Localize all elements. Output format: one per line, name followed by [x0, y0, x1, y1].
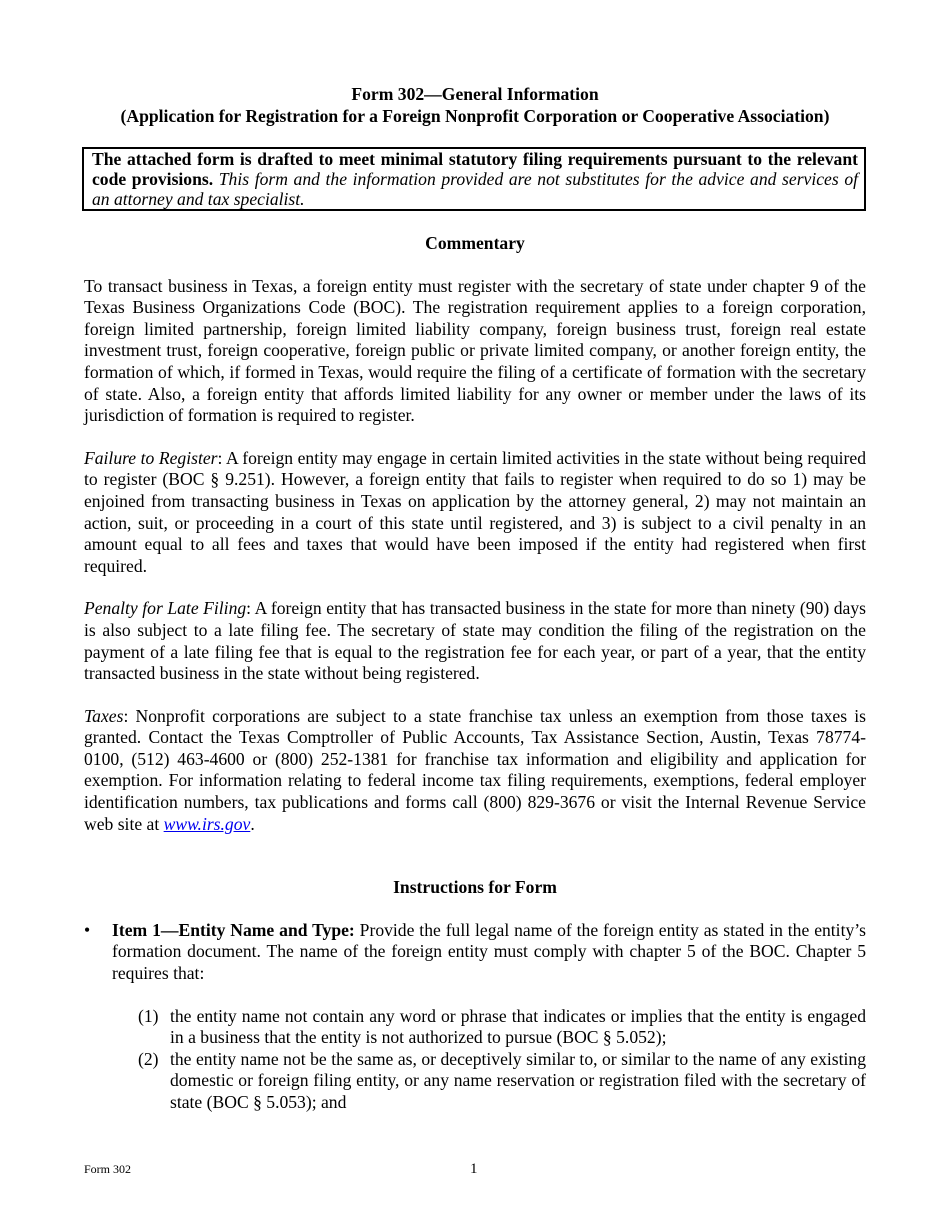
bullet-icon: • — [84, 919, 91, 940]
page-number: 1 — [470, 1161, 478, 1177]
taxes-label: Taxes — [84, 705, 124, 726]
document-page — [84, 84, 866, 1114]
disclaimer-bold: The attached form is drafted to meet minimal statutory filing requirements pursuant to the relevant code provisions. — [92, 149, 858, 189]
list-item — [138, 1006, 866, 1049]
list-number: (1) — [138, 1005, 159, 1026]
penalty-text: : A foreign entity that has transacted business in the state for more than ninety (90) days is also subject to a late filing fee. The secretary of state may condition the filing of the registration on the payment of a late filing fee that is equal to the registration fee for each year, or part of a year, that the entity transacted business in the state without being registered. — [84, 598, 866, 684]
list-text: the entity name not be the same as, or deceptively similar to, or similar to the name of any existing domestic or foreign filing entity, or any name reservation or registration filed with the secretary of state (BOC § 5.053); and — [170, 1048, 866, 1112]
taxes-text: : Nonprofit corporations are subject to a state franchise tax unless an exemption from those taxes is granted. Contact the Texas Comptroller of Public Accounts, Tax Assistance Section, Austin, Texas 78774-0100, (512) 463-4600 or (800) 252-1381 for franchise tax information and eligibility and application for exemption. For information relating to federal income tax filing requirements, exemptions, federal employer identification numbers, tax publications and forms call (800) 829-3676 or visit the Internal Revenue Service web site at — [84, 705, 866, 834]
form-subtitle: (Application for Registration for a Foreign Nonprofit Corporation or Cooperative Association) — [120, 105, 830, 126]
failure-label: Failure to Register — [84, 447, 218, 468]
footer-form-label: Form 302 — [84, 1162, 132, 1176]
commentary-intro: To transact business in Texas, a foreign entity must register with the secretary of state under chapter 9 of the Texas Business Organizations Code (BOC). The registration requirement applies to a foreign corporation, foreign limited partnership, foreign limited liability company, foreign business trust, foreign real estate investment trust, foreign cooperative, foreign public or private limited company, or another foreign entity, the formation of which, if formed in Texas, would require the filing of a certificate of formation with the secretary of state. Also, a foreign entity that affords limited liability for any owner or member under the laws of its jurisdiction of formation is required to register. — [84, 275, 866, 426]
penalty-label: Penalty for Late Filing — [84, 598, 247, 619]
taxes-paragraph — [84, 706, 866, 836]
disclaimer-italic: This form and the information provided are not substitutes for the advice and services of an attorney and tax specialist. — [92, 169, 859, 209]
item1-text: Provide the full legal name of the foreign entity as stated in the entity’s formation document. The name of the foreign entity must comply with chapter 5 of the BOC. Chapter 5 requires that: — [112, 919, 866, 984]
late-filing-paragraph — [84, 598, 866, 684]
item1-bullet — [84, 920, 866, 985]
form-title: Form 302—General Information — [351, 84, 599, 104]
name-requirements-list — [84, 1006, 866, 1114]
list-item — [138, 1049, 866, 1114]
item1-label: Item 1—Entity Name and Type: — [112, 919, 355, 940]
failure-text: : A foreign entity may engage in certain limited activities in the state without being required to register (BOC § 9.251). However, a foreign entity that fails to register when required to do so 1) may be enjoined from transacting business in Texas on application by the attorney general, 2) may not maintain an action, suit, or proceeding in a court of this state until registered, and 3) is subject to a civil penalty in an amount equal to all fees and taxes that would have been imposed if the entity had registered when first required. — [84, 447, 867, 576]
commentary-heading: Commentary — [425, 233, 525, 253]
list-text: the entity name not contain any word or phrase that indicates or implies that the entity is engaged in a business that the entity is not authorized to pursue (BOC § 5.052); — [170, 1005, 866, 1048]
failure-to-register-paragraph — [84, 448, 866, 578]
instructions-heading: Instructions for Form — [393, 877, 557, 898]
disclaimer-box — [82, 147, 866, 211]
taxes-end: . — [250, 813, 255, 834]
irs-link[interactable]: www.irs.gov — [163, 813, 251, 834]
list-number: (2) — [138, 1048, 159, 1069]
